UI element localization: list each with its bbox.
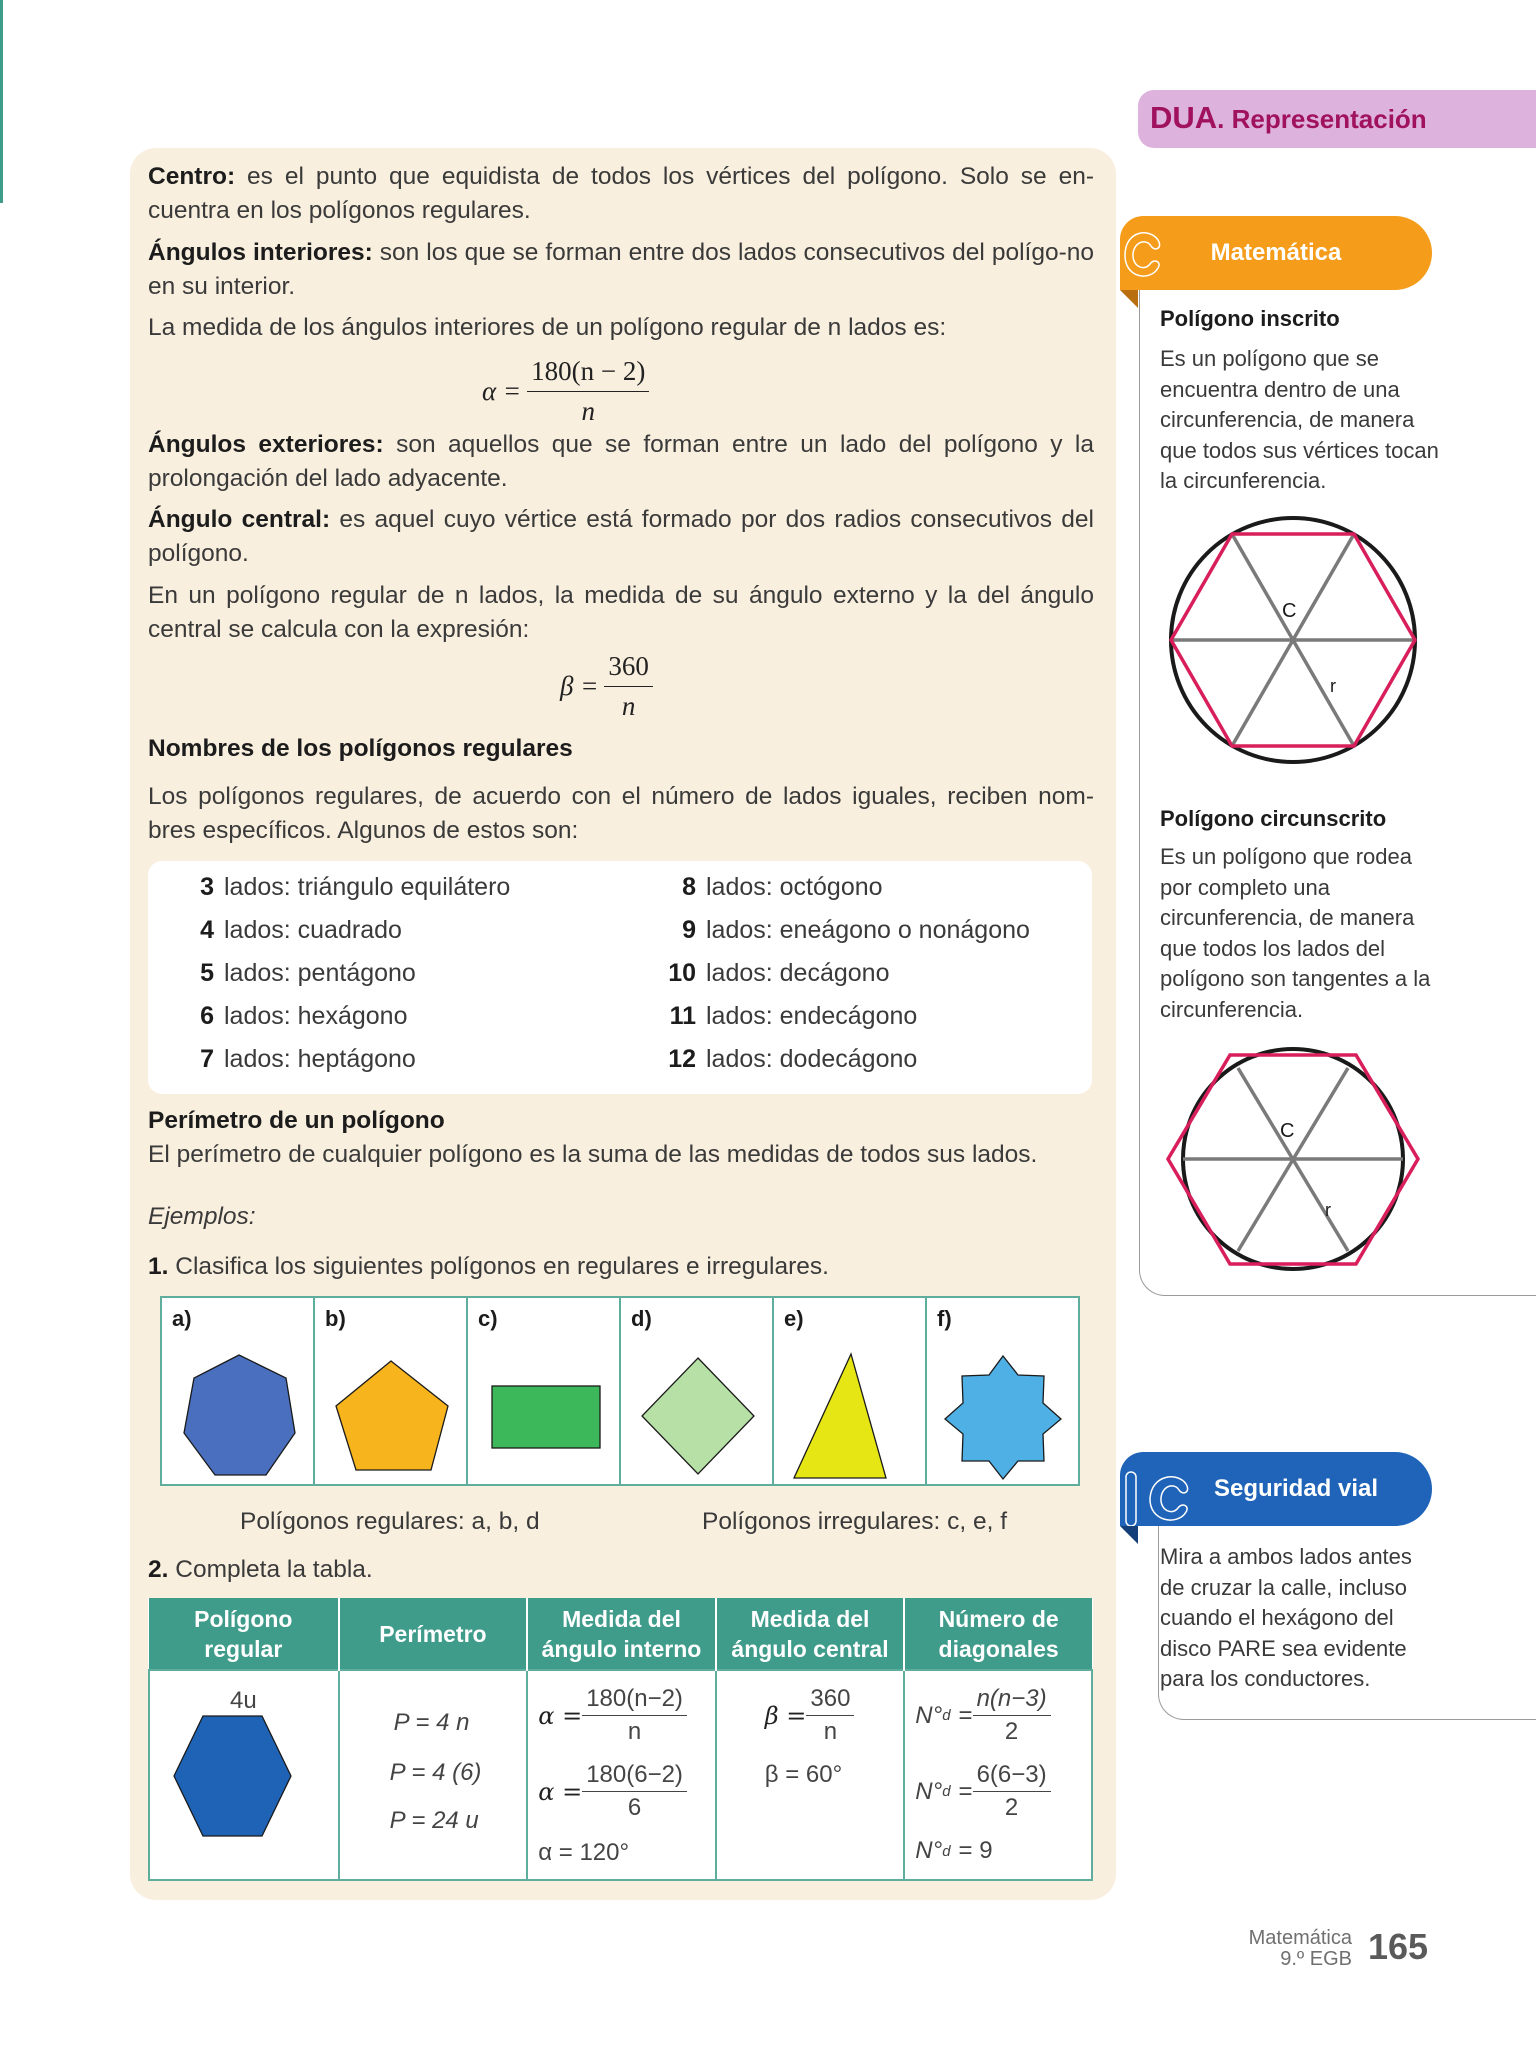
footer-subject: Matemática 9.º EGB — [1248, 1927, 1352, 1970]
central-angle-formula: β = $\frac{360}{n}$ — [560, 651, 653, 722]
cell-interior-angle: α = $\frac{180(n-2)}{n}$ α = $\frac{180(6-2)}{6}$ α = 120° — [527, 1670, 716, 1880]
cell-central-angle: β = $\frac{360}{n}$ β = 60° — [716, 1670, 905, 1880]
regular-answer: Polígonos regulares: a, b, d — [240, 1508, 540, 1535]
page-number: 165 — [1368, 1926, 1429, 1967]
svg-text:r: r — [1330, 676, 1336, 696]
rhombus-shape-icon — [621, 1298, 773, 1484]
header-angulo-central: Medida del ángulo central — [716, 1598, 905, 1670]
names-heading: Nombres de los polígonos regulares — [148, 735, 573, 762]
inscribed-title: Polígono inscrito — [1160, 306, 1340, 331]
svg-text:C: C — [1282, 600, 1297, 622]
heptagon-shape-icon — [162, 1298, 314, 1484]
shape-cell-e: e) — [774, 1298, 927, 1484]
perimeter-heading: Perímetro de un polígono — [148, 1107, 445, 1134]
side-length-label: 4u — [230, 1687, 257, 1714]
cell-diagonals: N° d = $\frac{n(n-3)}{2}$ N° d = $\frac{6(6-3)}{2}$ N° d = 9 — [904, 1670, 1092, 1880]
page-edge-marker — [0, 0, 3, 203]
header-diagonales: Número de diagonales — [904, 1598, 1092, 1670]
cell-polygon — [149, 1670, 339, 1880]
names-intro: Los polígonos regulares, de acuerdo con el número de lados iguales, reciben nom-bres específicos. Algunos de estos son: — [148, 783, 1094, 844]
table-row — [149, 1670, 1092, 1880]
exercise-1: 1. Clasifica los siguientes polígonos en regulares e irregulares. — [148, 1253, 829, 1280]
hexagon-shape-icon — [150, 1671, 336, 1861]
shape-cell-f: f) — [927, 1298, 1078, 1484]
pentagon-shape-icon — [315, 1298, 467, 1484]
road-safety-tag: Seguridad vial — [1120, 1452, 1432, 1526]
header-angulo-interno: Medida del ángulo interno — [527, 1598, 716, 1670]
header-perimetro: Perímetro — [339, 1598, 528, 1670]
irregular-answer: Polígonos irregulares: c, e, f — [702, 1508, 1008, 1535]
inscribed-text: Es un polígono que se encuentra dentro de una circunferencia, de manera que todos sus vértices tocan la circunferencia. — [1160, 346, 1439, 493]
dua-representation-banner: DUA. Representación — [1138, 90, 1536, 148]
star-shape-icon — [927, 1298, 1079, 1484]
definition-angulos-exteriores: Ángulos exteriores: son aquellos que se forman entre un lado del polígono y la prolongación del lado adyacente. — [148, 431, 1094, 492]
list-item: 5 lados: pentágono — [200, 959, 416, 987]
circumscribed-polygon-diagram — [1160, 1046, 1420, 1276]
examples-label: Ejemplos: — [148, 1203, 256, 1230]
cell-perimeter: P = 4 n P = 4 (6) P = 24 u — [339, 1670, 528, 1880]
definition-angulos-interiores: Ángulos interiores: son los que se forman entre dos lados consecutivos del polígo-no en su interior. — [148, 239, 1094, 300]
interior-angle-formula: α = $\frac{180(n - 2)}{n}$ — [482, 356, 649, 427]
exercise-2: 2. Completa la tabla. — [148, 1556, 373, 1583]
perimeter-text: El perímetro de cualquier polígono es la suma de las medidas de todos sus lados. — [148, 1141, 1038, 1168]
svg-text:C: C — [1280, 1120, 1295, 1142]
shape-cell-c: c) — [468, 1298, 621, 1484]
rectangle-shape-icon — [468, 1298, 620, 1484]
inscribed-polygon-diagram — [1160, 512, 1420, 772]
circumscribed-text: Es un polígono que rodea por completo una circunferencia, de manera que todos los lados del polígono son tangentes a la circunferencia. — [1160, 844, 1431, 1022]
polygon-data-table — [148, 1598, 1093, 1881]
ic-logo-icon — [1120, 1470, 1196, 1530]
list-item: 6 lados: hexágono — [200, 1002, 408, 1030]
shape-cell-b: b) — [315, 1298, 468, 1484]
definition-angulo-central: Ángulo central: es aquel cuyo vértice está formado por dos radios consecutivos del polígono. — [148, 506, 1094, 567]
math-tag-fold — [1120, 290, 1138, 308]
list-item: 4 lados: cuadrado — [200, 916, 402, 944]
header-poligono-regular: Polígono regular — [149, 1598, 339, 1670]
road-safety-text: Mira a ambos lados antes de cruzar la calle, incluso cuando el hexágono del disco PARE sea evidente para los conductores. — [1160, 1544, 1412, 1691]
list-item: 12 lados: dodecágono — [668, 1045, 918, 1073]
definition-centro: Centro: es el punto que equidista de todos los vértices del polígono. Solo se en-cuentra en los polígonos regulares. — [148, 163, 1094, 224]
triangle-shape-icon — [774, 1298, 926, 1484]
c-logo-icon — [1120, 226, 1170, 286]
list-item: 3 lados: triángulo equilátero — [200, 873, 511, 901]
shape-cell-d: d) — [621, 1298, 774, 1484]
interior-angle-intro: La medida de los ángulos interiores de un polígono regular de n lados es: — [148, 314, 947, 341]
circumscribed-title: Polígono circunscrito — [1160, 806, 1387, 831]
math-tag: Matemática — [1120, 216, 1432, 290]
road-safety-tag-fold — [1120, 1526, 1138, 1544]
list-item: 8 lados: octógono — [682, 873, 883, 901]
list-item: 7 lados: heptágono — [200, 1045, 416, 1073]
shape-cell-a: a) — [162, 1298, 315, 1484]
list-item: 10 lados: decágono — [668, 959, 890, 987]
polygon-classification-grid — [160, 1296, 1080, 1486]
central-angle-intro: En un polígono regular de n lados, la medida de su ángulo externo y la del ángulo central se calcula con la expresión: — [148, 582, 1094, 643]
svg-text:r: r — [1325, 1200, 1331, 1220]
list-item: 11 lados: endecágono — [669, 1002, 918, 1030]
list-item: 9 lados: eneágono o nonágono — [682, 916, 1030, 944]
